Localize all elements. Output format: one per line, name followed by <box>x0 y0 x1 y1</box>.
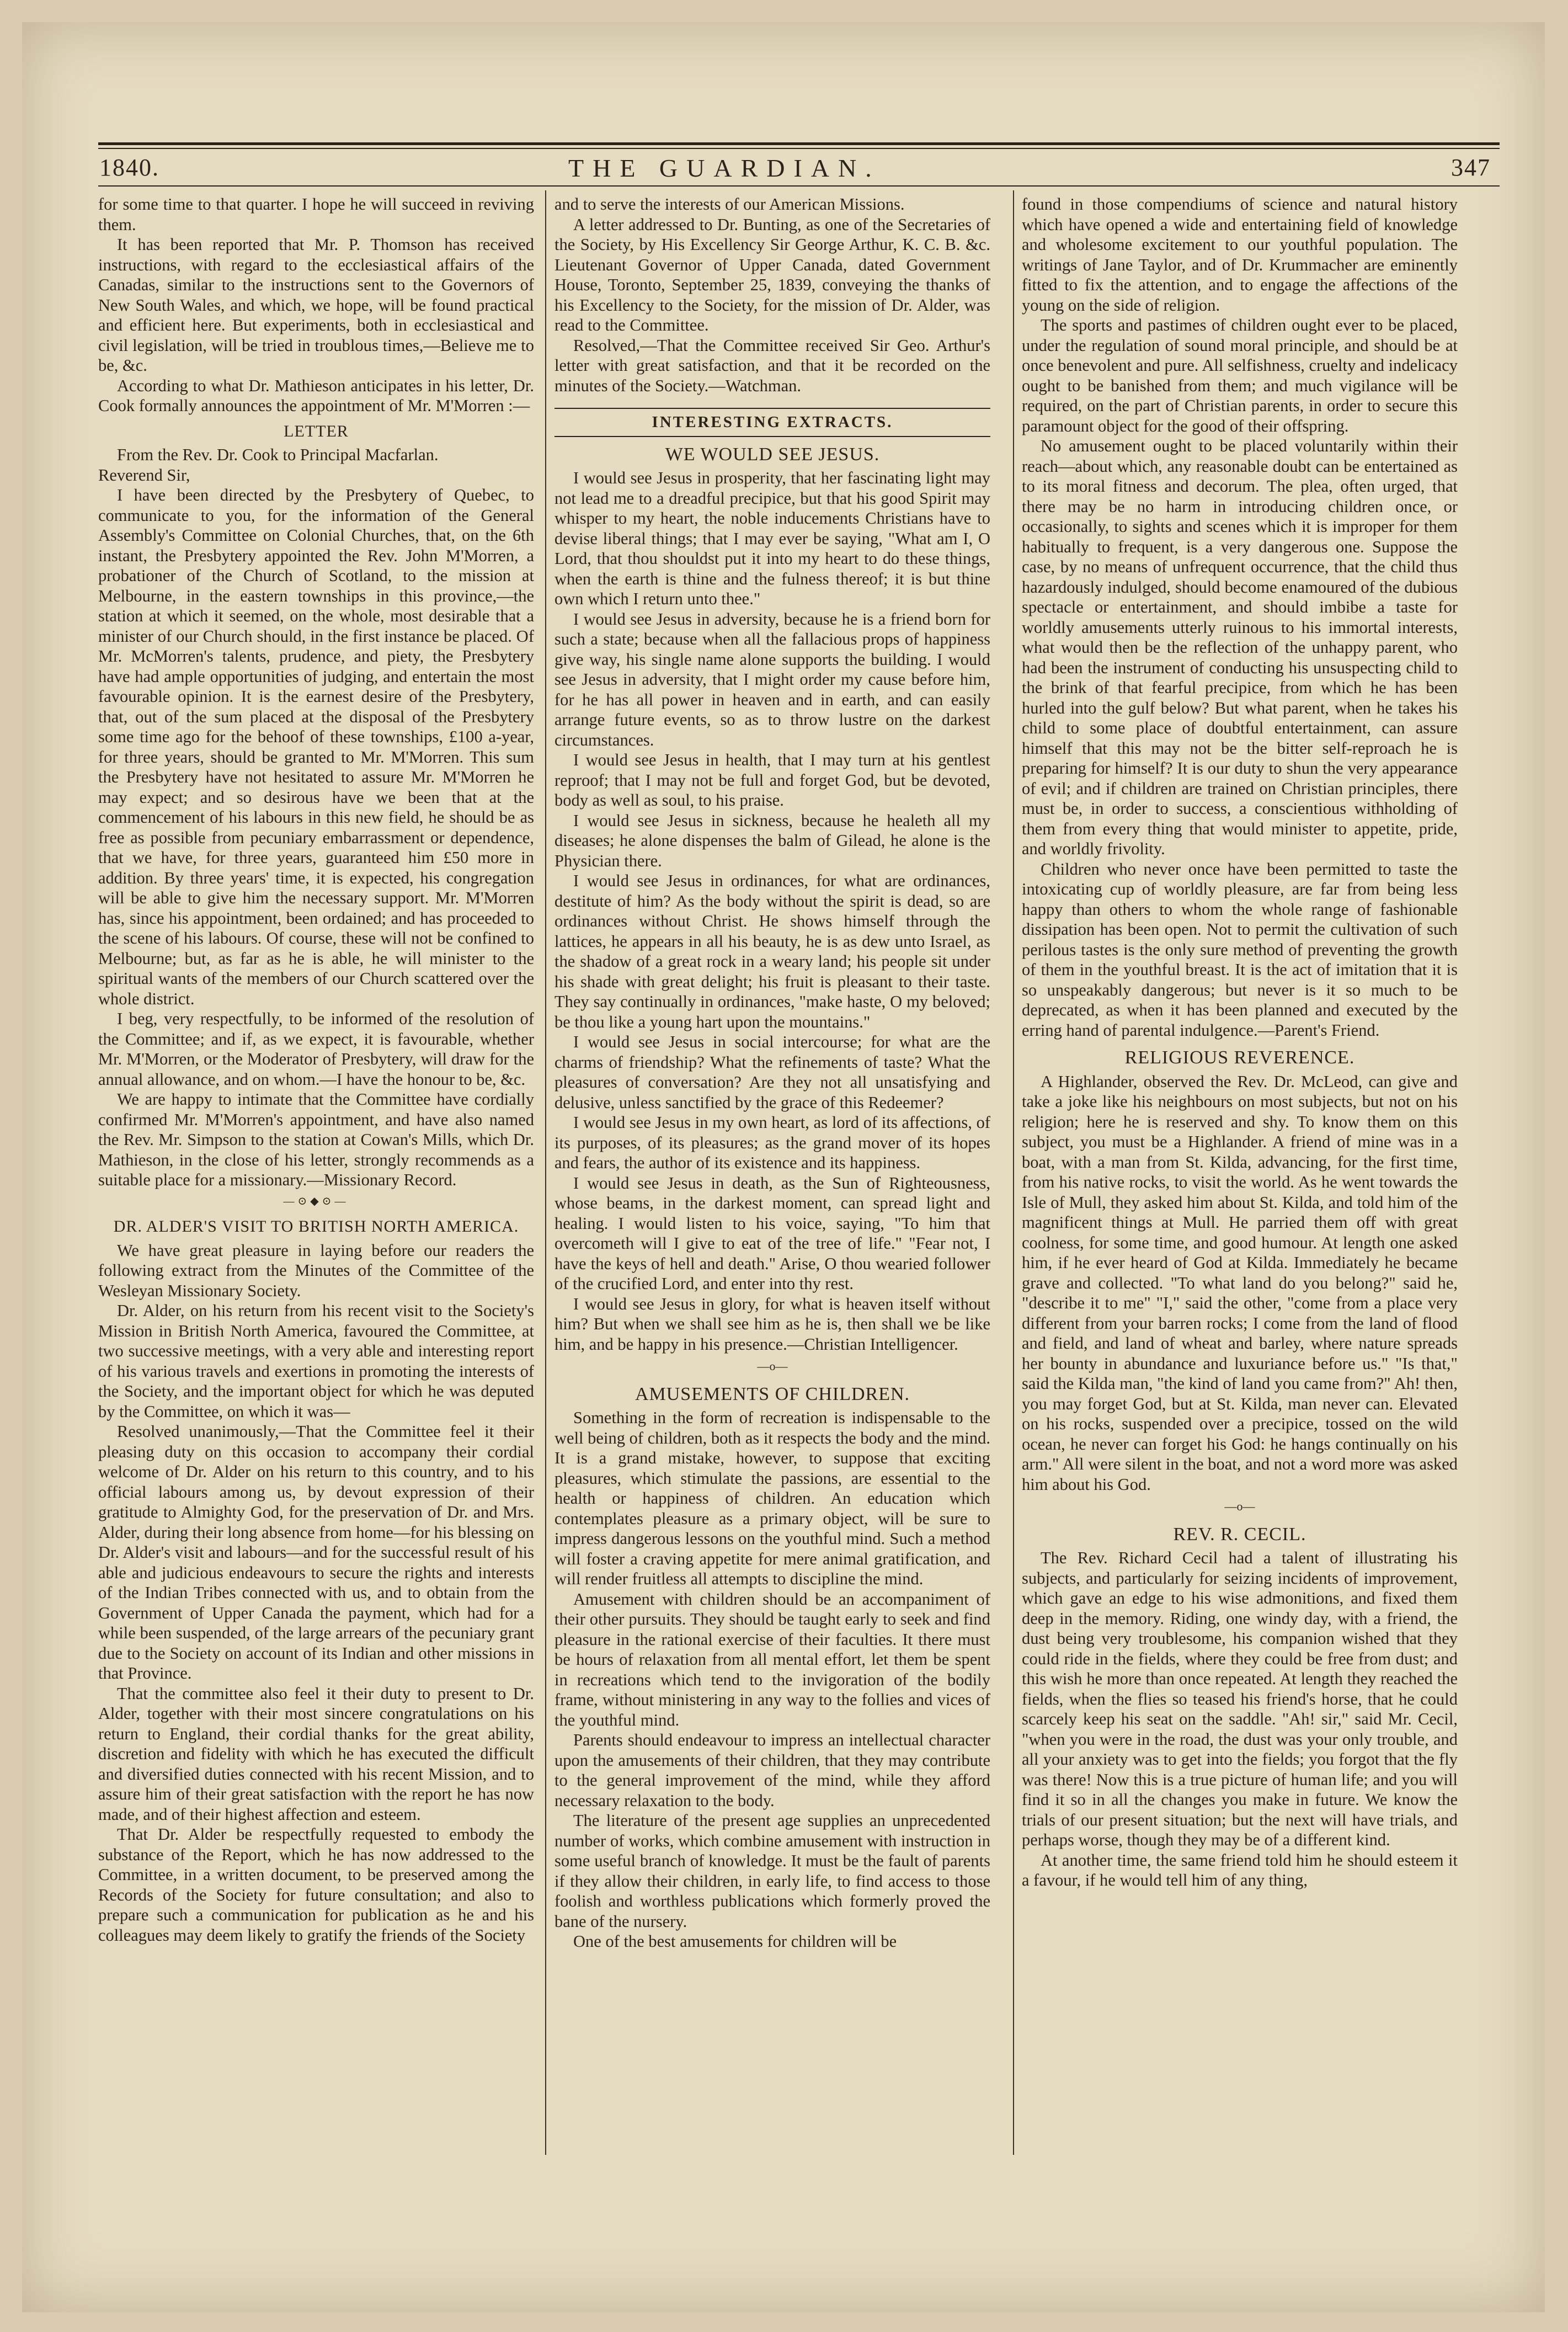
paragraph: found in those compendiums of science and natural history which have opened a wide and entertaining field of knowledge and wholesome excitement to our youthful population. The writings of Jane Taylor, and of Dr. Krummacher are eminently fitted to fix the attention, and to engage the affections of the young on the side of religion. <box>1022 195 1458 315</box>
column-divider-1 <box>545 190 546 2155</box>
paragraph: I would see Jesus in health, that I may turn at his gentlest reproof; that I may not be full and forget God, but be devoted, body as well as soul, to his praise. <box>554 750 990 810</box>
paragraph: I would see Jesus in sickness, because he healeth all my diseases; he alone dispenses the balm of Gilead, he alone is the Physician there. <box>554 811 990 870</box>
masthead-title: THE GUARDIAN. <box>568 154 881 182</box>
paragraph: It has been reported that Mr. P. Thomson has received instructions, with regard to the ecclesiastical affairs of the Canadas, similar to the instructions sent to the Governors of New South Wales, and which, we hope, will be found practical and efficient here. But experiments, both in ecclesiastical and civil legislation, will be tried in troublous times,—Believe me to be, &c. <box>98 235 534 375</box>
paragraph: A letter addressed to Dr. Bunting, as one of the Secretaries of the Society, by His Excellency Sir George Arthur, K. C. B. &c. Lieutenant Governor of Upper Canada, dated Government House, Toronto, September 25, 1839, conveying the thanks of his Excellency to the Society, for the mission of Dr. Alder, was read to the Committee. <box>554 215 990 334</box>
section-heading-letter: LETTER <box>284 422 349 440</box>
paragraph: The literature of the present age supplies an unprecedented number of works, which combine amusement with instruction in some useful branch of knowledge. It must be the fault of parents if they allow their children, in early life, to find access to those foolish and worthless publications which formerly proved the bane of the nursery. <box>554 1811 990 1931</box>
paragraph: We have great pleasure in laying before our readers the following extract from the Minutes of the Committee of the Wesleyan Missionary Society. <box>98 1240 534 1300</box>
article-title-cecil: REV. R. CECIL. <box>1173 1524 1306 1545</box>
paragraph: Parents should endeavour to impress an intellectual character upon the amusements of their children, that they may contribute to the general improvement of the mind, while they afford necessary relaxation to the body. <box>554 1731 990 1810</box>
article-title-jesus: WE WOULD SEE JESUS. <box>665 444 880 465</box>
separator: —o— <box>757 1359 788 1373</box>
paragraph: I would see Jesus in death, as the Sun of Righteousness, whose beams, in the darkest moment, can spread light and healing. I would listen to his voice, saying, "To him that overcometh will I give to eat of the tree of life." "Fear not, I have the keys of hell and death." Arise, O thou wearied follower of the crucified Lord, and enter into thy rest. <box>554 1173 990 1293</box>
paragraph: and to serve the interests of our American Missions. <box>554 195 905 214</box>
column-divider-2 <box>1013 190 1014 2155</box>
article-title-reverence: RELIGIOUS REVERENCE. <box>1124 1047 1355 1068</box>
header-rule-thin <box>98 148 1500 149</box>
paragraph: I would see Jesus in adversity, because he is a friend born for such a state; because when all the fallacious props of happiness give way, his single name alone supports the building. I would see Jesus in adversity, that I might order my cause before him, for he has all power in heaven and in earth, and can easily arrange future events, so as to throw lustre on the darkest circumstances. <box>554 609 990 749</box>
salutation: Reverend Sir, <box>98 465 190 484</box>
paragraph: According to what Dr. Mathieson anticipates in his letter, Dr. Cook formally announces the appointment of Mr. M'Morren :— <box>98 376 534 415</box>
paragraph: We are happy to intimate that the Committee have cordially confirmed Mr. M'Morren's appointment, and have also named the Rev. Mr. Simpson to the station at Cowan's Mills, which Dr. Mathieson, in the close of his letter, strongly recommends as a suitable place for a missionary.—Missionary Record. <box>98 1090 534 1189</box>
paragraph: Resolved,—That the Committee received Sir Geo. Arthur's letter with great satisfaction, and that it be recorded on the minutes of the Society.—Watchman. <box>554 336 990 395</box>
header-rule-bottom <box>98 185 1500 187</box>
paragraph: I would see Jesus in prosperity, that her fascinating light may not lead me to a dreadful precipice, but that his good Spirit may whisper to my heart, the noble inducements Christians have to devise liberal things; that I may ever be saying, "What am I, O Lord, that thou shouldst put it into my heart to do these things, when the earth is thine and the fulness thereof; it is but thine own which I return unto thee." <box>554 468 990 608</box>
section-heading-alder: DR. ALDER'S VISIT TO BRITISH NORTH AMERICA. <box>113 1217 519 1236</box>
paragraph: Something in the form of recreation is indispensable to the well being of children, both as it respects the body and the mind. It is a grand mistake, however, to suppose that exciting pleasures, which stimulate the passions, are essential to the health or happiness of children. An education which contemplates pleasure as a primary object, will be sure to impress dangerous lessons on the youthful mind. Such a method will foster a craving appetite for mere animal gratification, and will render fruitless all attempts to discipline the mind. <box>554 1408 990 1588</box>
paragraph: Children who never once have been permitted to taste the intoxicating cup of worldly pleasure, are far from being less happy than others to whom the whole range of fashionable dissipation has been open. Not to permit the cultivation of such perilous tastes is the only sure method of preventing the growth of them in the youthful breast. It is the act of imitation that it is so unspeakably dangerous; but never is it so much to be deprecated, as when it has been planned and executed by the erring hand of parental indulgence.—Parent's Friend. <box>1022 859 1458 1040</box>
paragraph: A Highlander, observed the Rev. Dr. McLeod, can give and take a joke like his neighbours on most subjects, but not on his religion; here he is reserved and shy. To know them on this subject, you must be a Highlander. A friend of mine was in a boat, with a man from St. Kilda, advancing, for the first time, from his native rocks, to visit the world. As he went towards the Isle of Mull, they asked him about St. Kilda, and told him of the magnificent things at Mull. He parried them off with great coolness, for some time, and good humour. At length one asked him, if he ever heard of God at Kilda. Immediately he became grave and collected. "To what land do you belong?" said he, "describe it to me" "I," said the other, "come from a place very different from your barren rocks; I come from the land of flood and field, and land of wheat and barley, where nature spreads her bounty in abundance and luxuriance before us." "Is that," said the Kilda man, "the kind of land you came from?" Ah! then, you may forget God, but at St. Kilda, man never can. Elevated on his rocks, suspended over a precipice, tossed on the wild ocean, he never can forget his God: he hangs continually on his arm." All were silent in the boat, and not a word more was asked him about his God. <box>1022 1072 1458 1494</box>
paragraph: Dr. Alder, on his return from his recent visit to the Society's Mission in British North America, favoured the Committee, at two successive meetings, with a very able and interesting report of his various travels and exertions in promoting the interests of the Society, and the important object for which he was deputed by the Committee, on which it was— <box>98 1301 534 1421</box>
page-number: 347 <box>1451 154 1491 181</box>
letter-from-line: From the Rev. Dr. Cook to Principal Macfarlan. <box>117 445 439 464</box>
paragraph: I would see Jesus in social intercourse; for what are the charms of friendship? What the refinements of taste? What the pleasures of conversation? Are they not all unsatisfying and delusive, unless sanctified by the grace of this Redeemer? <box>554 1032 990 1112</box>
article-title-amusements: AMUSEMENTS OF CHILDREN. <box>634 1383 910 1404</box>
paragraph: I have been directed by the Presbytery of Quebec, to communicate to you, for the information of the General Assembly's Committee on Colonial Churches, that, on the 6th instant, the Presbytery appointed the Rev. John M'Morren, a probationer of the Church of Scotland, to the mission at Melbourne, in the eastern townships in this province,—the station at which it seemed, on the whole, most desirable that a minister of our Church should, in the first instance be placed. Of Mr. McMorren's talents, prudence, and piety, the Presbytery have had ample opportunities of judging, and entertain the most favourable opinion. It is the earnest desire of the Presbytery, that, out of the sum placed at the disposal of the Presbytery some time ago for the behoof of these townships, £100 a-year, for three years, should be granted to Mr. M'Morren. This sum the Presbytery have not hesitated to assure Mr. M'Morren he may expect; and so desirous have we been that at the commencement of his labours in this new field, he should be as free as possible from pecuniary embarrassment or dependence, that we have, for three years, guaranteed him £50 more in addition. By three years' time, it is expected, his congregation will be able to give him the necessary support. Mr. M'Morren has, since his appointment, been ordained; and has proceeded to the scene of his labours. Of course, these will not be confined to Melbourne; but, as far as he is able, he will minister to the spiritual wants of the members of our Church scattered over the whole district. <box>98 486 534 1008</box>
column-3 <box>1022 194 1458 2177</box>
section-heading-extracts: INTERESTING EXTRACTS. <box>554 408 990 437</box>
paragraph: That Dr. Alder be respectfully requested to embody the substance of the Report, which he has now addressed to the Committee, in a written document, to be preserved among the Records of the Society for future consultation; and also to prepare such a communication for publication as he and his colleagues may deem likely to gratify the friends of the Society <box>98 1825 534 1945</box>
paragraph: No amusement ought to be placed voluntarily within their reach—about which, any reasonable doubt can be entertained as to its moral fitness and decorum. The plea, often urged, that there may be no harm in introducing children once, or occasionally, to sights and scenes which it is improper for them habitually to frequent, is a very dangerous one. Suppose the case, by no means of unfrequent occurrence, that the child thus hazardously indulged, should become enamoured of the dubious spectacle or entertainment, and should imbibe a taste for worldly amusements utterly ruinous to his immortal interests, what would then be the reflection of the unhappy parent, who had been the instrument of conducting his unsuspecting child to the brink of that fearful precipice, from which he has been hurled into the gulf below? But what parent, when he takes his child to some place of doubtful entertainment, can assure himself that this may not be the bitter self-reproach he is preparing for himself? It is our duty to shun the very appearance of evil; and if children are trained on Christian principles, there must be, in order to success, a conscientious withholding of them from every thing that would minister to appetite, pride, and worldly frivolity. <box>1022 436 1458 858</box>
paragraph: The sports and pastimes of children ought ever to be placed, under the regulation of sound moral principle, and should be at once benevolent and pure. All selfishness, cruelty and indelicacy ought to be banished from them; and much vigilance will be required, on the part of Christian parents, in order to secure this paramount object for the good of their offspring. <box>1022 316 1458 435</box>
column-2 <box>554 194 990 2177</box>
paragraph: I would see Jesus in my own heart, as lord of its affections, of its purposes, of its pleasures; as the grand mover of its hopes and fears, the author of its existence and its happiness. <box>554 1113 990 1172</box>
paragraph: At another time, the same friend told him he should esteem it a favour, if he would tell him of any thing, <box>1022 1850 1458 1889</box>
paragraph: That the committee also feel it their duty to present to Dr. Alder, together with their most sincere congratulations on his return to England, their cordial thanks for the great ability, discretion and fidelity with which he has executed the difficult and diversified duties connected with his recent Mission, and to assure him of their great satisfaction with the report he has now made, and of their highest affection and esteem. <box>98 1684 534 1824</box>
paragraph: Resolved unanimously,—That the Committee feel it their pleasing duty on this occasion to accompany their cordial welcome of Dr. Alder on his return to this country, and to his official labours among us, by devout expression of their gratitude to Almighty God, for the preservation of Dr. and Mrs. Alder, during their long absence from home—for his blessing on Dr. Alder's visit and labours—and for the successful result of his able and judicious endeavours to secure the rights and interests of the Indian Tribes connected with us, and to obtain from the Government of Upper Canada the payment, which had for a while been suspended, of the large arrears of the pecuniary grant due to the Society on account of its Indian and other missions in that Province. <box>98 1422 534 1683</box>
paragraph: I would see Jesus in glory, for what is heaven itself without him? But when we shall see him as he is, then shall we be like him, and be happy in his presence.—Christian Intelligencer. <box>554 1294 990 1354</box>
paragraph: The Rev. Richard Cecil had a talent of illustrating his subjects, and particularly for seizing incidents of improvement, which gave an edge to his wise admonitions, and fixed them deep in the memory. Riding, one windy day, with a friend, the dust being very troublesome, his companion wished that they could ride in the fields, where they could be free from dust; and this wish he more than once repeated. At length they reached the fields, when the flies so teased his friend's horse, that he could scarcely keep his seat on the saddle. "Ah! sir," said Mr. Cecil, "when you were in the road, the dust was your only trouble, and all your anxiety was to get into the fields; you forgot that the fly was there! Now this is a true picture of human life; and you will find it so in all the changes you make in future. We know the trials of our present situation; but the next will have trials, and perhaps worse, though they may be of a different kind. <box>1022 1548 1458 1849</box>
separator-ornament: —⊙◆⊙— <box>283 1195 349 1207</box>
paragraph: for some time to that quarter. I hope he will succeed in reviving them. <box>98 195 534 234</box>
separator: —o— <box>1224 1499 1255 1513</box>
paragraph: I would see Jesus in ordinances, for what are ordinances, destitute of him? As the body without the spirit is dead, so are ordinances without Christ. He shows himself through the lattices, he appears in all his beauty, he is as dew unto Israel, as the shadow of a great rock in a weary land; his people sit under his shade with great delight; his fruit is pleasant to their taste. They say continually in ordinances, "make haste, O my beloved; be thou like a young hart upon the mountains." <box>554 871 990 1031</box>
header-rule-thick <box>98 142 1500 145</box>
paragraph: I beg, very respectfully, to be informed of the resolution of the Committee; and if, as we expect, it is favourable, whether Mr. M'Morren, or the Moderator of Presbytery, will draw for the annual allowance, and on whom.—I have the honour to be, &c. <box>98 1009 534 1089</box>
paragraph: Amusement with children should be an accompaniment of their other pursuits. They should be taught early to seek and find pleasure in the rational exercise of their faculties. It there must be hours of relaxation from all mental effort, let them be spent in recreations which tend to the invigoration of the bodily frame, without ministering in any way to the follies and vices of the youthful mind. <box>554 1589 990 1729</box>
paragraph: One of the best amusements for children will be <box>573 1932 897 1951</box>
header-year: 1840. <box>99 154 159 181</box>
column-1 <box>98 194 534 2177</box>
